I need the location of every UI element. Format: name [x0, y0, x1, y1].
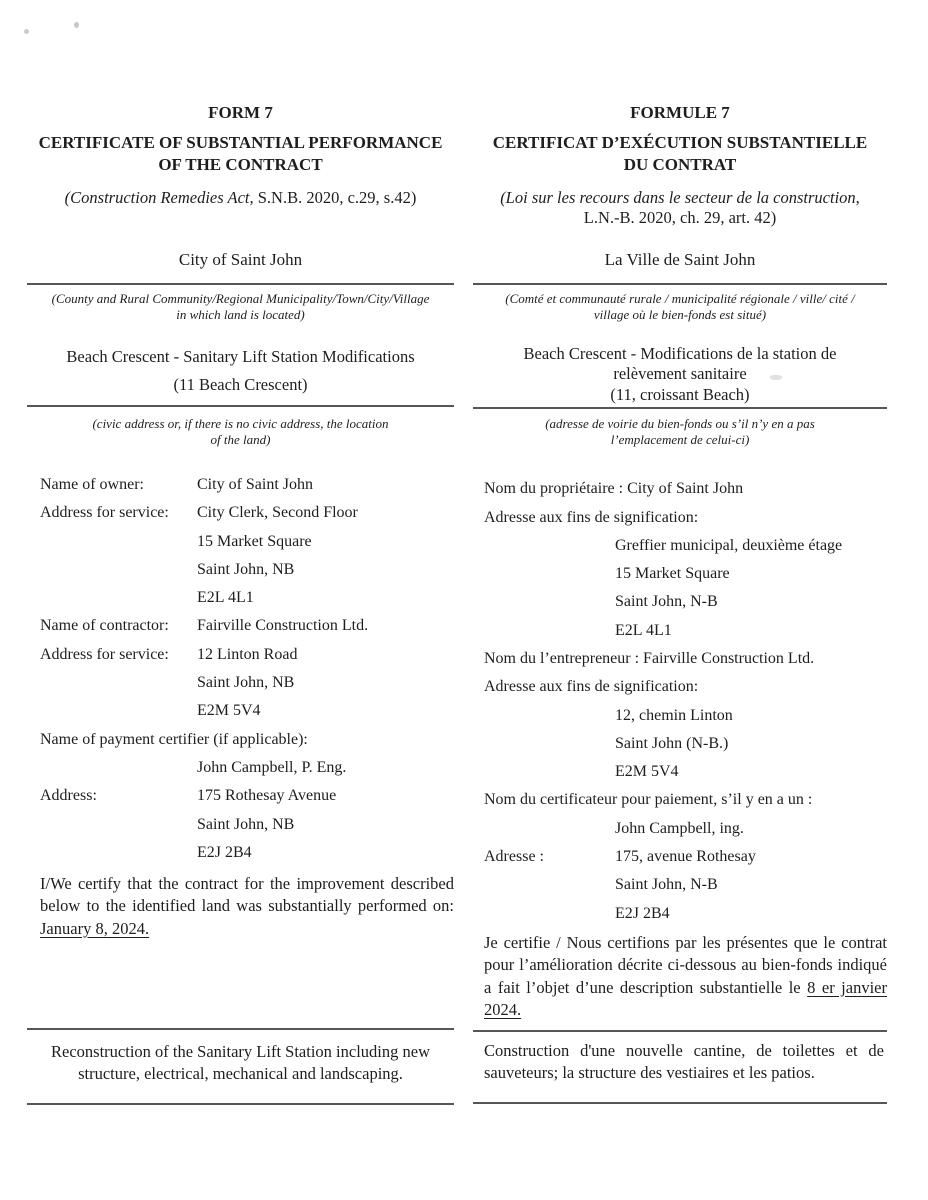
certification-statement-fr [473, 932, 887, 1021]
info-row [484, 843, 887, 871]
field-value: E2L 4L1 [615, 621, 672, 639]
field-value: E2L 4L1 [197, 589, 254, 607]
field-label: Nom du propriétaire : City of Saint John [484, 480, 744, 498]
info-row [484, 758, 887, 786]
info-row [40, 669, 454, 697]
title-line1-fr: CERTIFICAT D’EXÉCUTION SUBSTANTIELLE [492, 133, 868, 152]
work-description-line1-en: Reconstruction of the Sanitary Lift Station including new [51, 1042, 430, 1061]
address-caption-line1-fr: (adresse de voirie du bien-fonds ou s’il n’y en a pas [545, 416, 815, 432]
title-line2-fr: DU CONTRAT [623, 155, 737, 174]
info-row [40, 641, 454, 669]
field-value: 12, chemin Linton [615, 706, 733, 724]
municipality-caption-fr [473, 291, 887, 322]
municipality-caption-line2-fr: village où le bien-fonds est situé) [593, 306, 767, 322]
statute-comma-fr: , [855, 188, 860, 207]
field-label: Name of payment certifier (if applicable): [40, 730, 308, 748]
statute-name-fr: (Loi sur les recours dans le secteur de la construction [500, 188, 856, 207]
info-row [484, 871, 887, 899]
info-row [484, 815, 887, 843]
certify-text-en: I/We certify that the contract for the improvement described below to the identified land was substantially performed on: [40, 874, 454, 916]
project-name-fr [473, 344, 887, 405]
info-row [484, 900, 887, 928]
horizontal-rule [27, 405, 454, 407]
project-line2-fr: relèvement sanitaire [613, 364, 747, 384]
english-column [27, 103, 454, 1021]
party-info-en [27, 471, 454, 867]
info-row [484, 730, 887, 758]
address-caption-line1-en: (civic address or, if there is no civic address, the location [92, 416, 389, 431]
field-label: Adresse aux fins de signification: [484, 508, 699, 526]
address-caption-en [27, 416, 454, 447]
info-row [484, 532, 887, 560]
field-value: Saint John, N-B [615, 876, 718, 894]
field-value: Greffier municipal, deuxième étage [615, 536, 843, 554]
field-value: John Campbell, ing. [615, 819, 744, 837]
field-label: Adresse aux fins de signification: [484, 678, 699, 696]
form-number-en: FORM 7 [208, 103, 273, 122]
statute-citation-fr: L.N.-B. 2020, ch. 29, art. 42) [583, 208, 777, 227]
work-description-fr [473, 1030, 887, 1104]
info-row [40, 499, 454, 527]
work-description-line2-fr: sauveteurs; la structure des vestiaires et les patios. [484, 1063, 815, 1082]
field-value: Saint John, N-B [615, 593, 718, 611]
horizontal-rule [473, 283, 887, 285]
municipality-caption-line1-en: (County and Rural Community/Regional Municipality/Town/City/Village [51, 291, 430, 306]
field-label: Name of contractor: [40, 617, 169, 635]
field-label: Nom du l’entrepreneur : Fairville Construction Ltd. [484, 650, 815, 667]
info-row [40, 697, 454, 725]
info-row [40, 754, 454, 782]
field-value: City Clerk, Second Floor [197, 504, 358, 522]
title-line1-en: CERTIFICATE OF SUBSTANTIAL PERFORMANCE [38, 133, 443, 152]
info-row [40, 528, 454, 556]
info-row [40, 584, 454, 612]
address-caption-line2-fr: l’emplacement de celui-ci) [610, 431, 750, 447]
info-row [40, 782, 454, 810]
horizontal-rule [27, 283, 454, 285]
info-row [40, 612, 454, 640]
info-row [484, 504, 887, 532]
municipality-name-en: City of Saint John [178, 250, 303, 269]
field-label: Address: [40, 787, 97, 805]
work-description-line1-fr: Construction d'une nouvelle cantine, de toilettes et de [484, 1041, 884, 1060]
statute-reference-en [27, 188, 454, 208]
work-description-en [27, 1028, 454, 1105]
civic-address-fr: (11, croissant Beach) [610, 384, 750, 404]
field-label: Nom du certificateur pour paiement, s’il y en a un : [484, 791, 813, 809]
field-value: E2M 5V4 [197, 702, 261, 720]
info-row [484, 617, 887, 645]
substantial-performance-date-en: January 8, 2024. [40, 918, 150, 938]
info-row [484, 786, 887, 814]
address-caption-fr [473, 416, 887, 447]
form-number-fr: FORMULE 7 [630, 103, 730, 122]
work-description-line2-en: structure, electrical, mechanical and landscaping. [78, 1064, 403, 1083]
info-row [484, 588, 887, 616]
field-value: E2J 2B4 [197, 843, 252, 861]
certify-text-fr: Je certifie / Nous certifions par les présentes que le contrat pour l’amélioration décrite ci-dessous au bien-fonds indiqué a fait l’objet d’une description substantielle le [484, 932, 887, 997]
field-value: Fairville Construction Ltd. [197, 617, 369, 635]
scan-artifact [74, 22, 79, 28]
statute-reference-fr [473, 188, 887, 228]
field-value: 15 Market Square [615, 565, 730, 583]
statute-name-en: (Construction Remedies Act [64, 188, 250, 207]
field-label: Address for service: [40, 645, 169, 663]
info-row [484, 645, 887, 673]
info-row [40, 471, 454, 499]
field-value: 175 Rothesay Avenue [197, 787, 337, 805]
scan-artifact [770, 375, 782, 380]
field-label: Adresse : [484, 848, 544, 866]
field-value: Saint John (N-B.) [615, 734, 729, 752]
substantial-performance-date-fr: 8 er janvier 2024. [484, 977, 887, 1019]
field-label: Address for service: [40, 504, 169, 522]
municipality-caption-line2-en: in which land is located) [176, 306, 305, 322]
field-value: John Campbell, P. Eng. [197, 758, 347, 776]
field-label: Name of owner: [40, 476, 144, 493]
project-line1-fr: Beach Crescent - Modifications de la station de [523, 344, 837, 363]
civic-address-en: (11 Beach Crescent) [173, 375, 308, 394]
info-row [40, 839, 454, 867]
field-value: Saint John, NB [197, 815, 295, 833]
field-value: 12 Linton Road [197, 645, 298, 663]
field-value: E2J 2B4 [615, 904, 670, 922]
field-value: 175, avenue Rothesay [615, 848, 756, 866]
address-caption-line2-en: of the land) [210, 431, 271, 447]
info-row [40, 556, 454, 584]
municipality-caption-en [27, 291, 454, 322]
municipality-name-fr: La Ville de Saint John [604, 250, 756, 269]
info-row [40, 811, 454, 839]
horizontal-rule [473, 407, 887, 409]
scan-artifact [24, 29, 29, 34]
project-name-en: Beach Crescent - Sanitary Lift Station Modifications [66, 347, 415, 366]
certificate-title-fr [473, 132, 887, 176]
certification-statement-en [27, 873, 454, 940]
field-value: 15 Market Square [197, 532, 312, 550]
title-line2-en: OF THE CONTRACT [158, 155, 323, 174]
info-row [484, 673, 887, 701]
info-row [40, 726, 454, 754]
certificate-title-en [27, 132, 454, 176]
field-value: Saint John, NB [197, 674, 295, 692]
info-row [484, 560, 887, 588]
field-value: City of Saint John [197, 476, 314, 493]
municipality-caption-line1-fr: (Comté et communauté rurale / municipalité régionale / ville/ cité / [505, 291, 855, 306]
statute-citation-en: , S.N.B. 2020, c.29, s.42) [249, 188, 417, 207]
field-value: Saint John, NB [197, 560, 295, 578]
party-info-fr [473, 475, 887, 928]
info-row [484, 475, 887, 503]
french-column [473, 103, 887, 1021]
field-value: E2M 5V4 [615, 763, 679, 781]
info-row [484, 702, 887, 730]
